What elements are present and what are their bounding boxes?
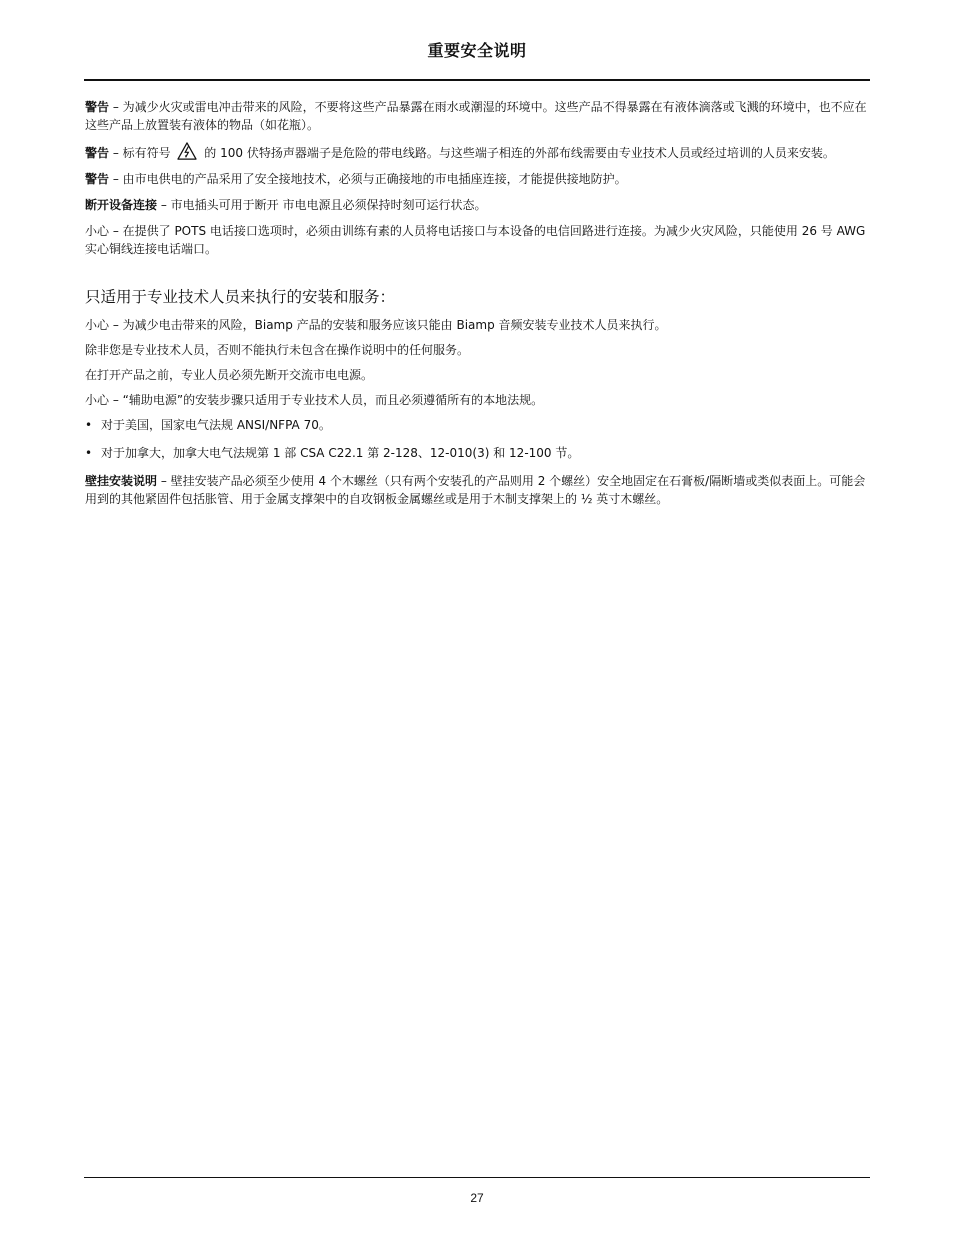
wall-mount-paragraph <box>85 472 869 508</box>
warning-lead: 警告 <box>85 100 110 114</box>
warning-lead: 警告 <box>85 146 110 160</box>
section-paragraph: 小心 – 为减少电击带来的风险，Biamp 产品的安装和服务应该只能由 Biamp 音频安装专业技术人员来执行。 <box>85 318 667 332</box>
section-heading: 只适用于专业技术人员来执行的安装和服务： <box>85 288 396 306</box>
bullet-item-usa <box>85 416 869 434</box>
disconnect-device-paragraph <box>85 196 869 214</box>
warning-speaker-terminal-paragraph <box>85 142 869 162</box>
warning-text: – 标有符号 <box>109 146 175 160</box>
warning-text: – 由市电供电的产品采用了安全接地技术，必须与正确接地的市电插座连接，才能提供接地防护。 <box>109 172 627 186</box>
warning-grounding-paragraph <box>85 170 869 188</box>
bullet-text: 对于加拿大，加拿大电气法规第 1 部 CSA C22.1 第 2-128、12-010(3) 和 12-100 节。 <box>101 446 580 460</box>
footer-divider <box>84 1177 870 1178</box>
warning-text-continued: 的 100 伏特扬声器端子是危险的带电线路。与这些端子相连的外部布线需要由专业技术人员或经过培训的人员来安装。 <box>200 146 835 160</box>
bullet-marker: • <box>85 446 93 460</box>
section-paragraph: 除非您是专业技术人员，否则不能执行未包含在操作说明中的任何服务。 <box>85 343 470 357</box>
header-divider <box>84 79 870 81</box>
warning-water-paragraph <box>85 98 869 134</box>
disconnect-lead: 断开设备连接 <box>85 198 158 212</box>
professional-service-section <box>85 286 869 508</box>
disconnect-text: – 市电插头可用于断开 市电电源且必须保持时刻可运行状态。 <box>157 198 487 212</box>
bullet-marker: • <box>85 418 93 432</box>
caution-text: 小心 – 在提供了 POTS 电话接口选项时，必须由训练有素的人员将电话接口与本设备的电信回路进行连接。为减少火灾风险，只能使用 26 号 AWG 实心铜线连接电话端口。 <box>85 224 866 256</box>
section-paragraph: 在打开产品之前，专业人员必须先断开交流市电电源。 <box>85 368 374 382</box>
page-title: 重要安全说明 <box>427 41 527 60</box>
bullet-item-canada <box>85 444 869 462</box>
document-body <box>85 98 869 515</box>
section-paragraph: 小心 – “辅助电源”的安装步骤只适用于专业技术人员，而且必须遵循所有的本地法规。 <box>85 393 544 407</box>
warning-lead: 警告 <box>85 172 110 186</box>
caution-pots-paragraph <box>85 222 869 258</box>
warning-text: – 为减少火灾或雷电冲击带来的风险，不要将这些产品暴露在雨水或潮湿的环境中。这些产品不得暴露在有液体滴落或飞溅的环境中，也不应在这些产品上放置装有液体的物品（如花瓶）。 <box>85 100 867 132</box>
wall-mount-text: – 壁挂安装产品必须至少使用 4 个木螺丝（只有两个安装孔的产品则用 2 个螺丝）安全地固定在石膏板/隔断墙或类似表面上。可能会用到的其他紧固件包括胀管、用于金属支撑架中的自攻钢板金属螺丝或是用于木制支撑架上的 ½ 英寸木螺丝。 <box>85 474 866 506</box>
warning-triangle-icon <box>176 142 198 160</box>
wall-mount-lead: 壁挂安装说明 <box>85 474 158 488</box>
bullet-text: 对于美国，国家电气法规 ANSI/NFPA 70。 <box>101 418 331 432</box>
page-number: 27 <box>470 1191 484 1205</box>
